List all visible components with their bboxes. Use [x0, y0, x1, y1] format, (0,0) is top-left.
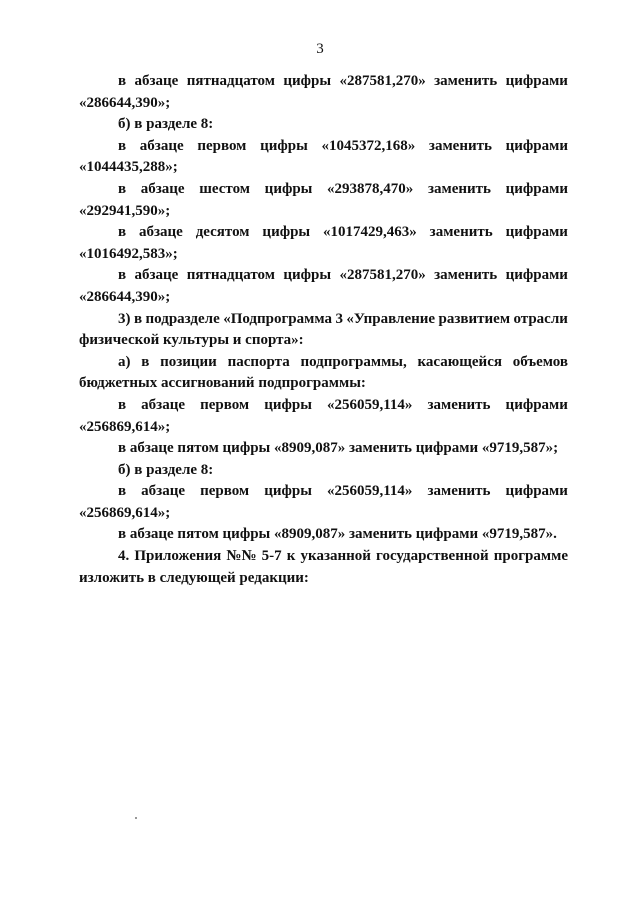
word: абзаце	[134, 73, 179, 89]
text-line	[79, 481, 568, 503]
word: абзаце	[139, 137, 184, 154]
word: «1045372,168»	[321, 137, 416, 154]
word: 3)	[118, 310, 131, 327]
word: абзаце	[141, 483, 185, 500]
word: «287581,270»	[339, 267, 426, 284]
word: абзаце	[134, 267, 179, 284]
text-line	[79, 71, 568, 93]
word: отрасли	[513, 310, 568, 327]
text-line: б) в разделе 8:	[118, 461, 214, 478]
word: к	[286, 548, 296, 565]
word: 5-7	[261, 548, 282, 565]
word: в	[118, 267, 127, 284]
word: цифры	[264, 180, 313, 197]
word: программе	[493, 548, 568, 565]
word: цифрами	[505, 483, 568, 500]
word: заменить	[427, 396, 491, 413]
text-line: «1044435,288»;	[79, 159, 178, 176]
text-line: «286644,390»;	[79, 288, 171, 305]
word: «1017429,463»	[323, 224, 417, 241]
text-line	[79, 309, 568, 331]
word: цифрами	[505, 180, 568, 197]
word: паспорта	[227, 353, 290, 370]
word: в	[141, 353, 150, 370]
text-line: «292941,590»;	[79, 202, 171, 219]
word: «256059,114»	[326, 483, 413, 500]
word: «287581,270»	[339, 73, 426, 89]
word: абзаце	[141, 396, 185, 413]
word: пятнадцатом	[186, 73, 275, 89]
text-line: «286644,390»;	[79, 94, 171, 111]
word: касающейся	[417, 353, 502, 370]
word: заменить	[427, 483, 491, 500]
word: 3	[335, 310, 343, 327]
text-line	[79, 265, 568, 287]
word: цифры	[264, 396, 312, 413]
word: указанной	[300, 548, 371, 565]
word: в	[118, 137, 127, 154]
word: цифры	[283, 267, 332, 284]
text-line: б) в разделе 8:	[118, 116, 214, 133]
word: цифрами	[505, 137, 568, 154]
word: в	[118, 73, 127, 89]
word: заменить	[429, 224, 493, 241]
word: «256059,114»	[326, 396, 413, 413]
word: «293878,470»	[327, 180, 414, 197]
text-line	[79, 352, 568, 374]
word: развитием	[438, 310, 511, 327]
text-line: «1016492,583»;	[79, 245, 178, 262]
word: заменить	[427, 180, 491, 197]
word: в	[133, 310, 143, 327]
word: государственной	[376, 548, 489, 565]
word: подпрограммы,	[300, 353, 407, 370]
word: «Управление	[346, 310, 436, 327]
text-line: в абзаце пятом цифры «8909,087» заменить цифрами «9719,587».	[118, 526, 557, 543]
word: в	[118, 483, 127, 500]
word: цифрами	[505, 73, 568, 89]
text-line	[79, 136, 568, 158]
word: абзаце	[139, 224, 183, 241]
word: первом	[197, 137, 247, 154]
text-line: «256869,614»;	[79, 504, 171, 521]
word: цифры	[283, 73, 332, 89]
text-line	[79, 546, 568, 568]
text-line	[79, 179, 568, 201]
word: в	[118, 396, 127, 413]
word: подразделе	[145, 310, 220, 327]
word: «Подпрограмма	[223, 310, 332, 327]
text-line: физической культуры и спорта»:	[79, 332, 304, 349]
word: цифрами	[505, 396, 568, 413]
text-line: бюджетных ассигнований подпрограммы:	[79, 375, 366, 392]
word: цифрами	[505, 267, 568, 284]
word: пятнадцатом	[186, 267, 275, 284]
text-line: «256869,614»;	[79, 418, 171, 435]
word: абзаце	[140, 180, 185, 197]
text-line	[79, 222, 568, 244]
word: позиции	[160, 353, 217, 370]
word: цифры	[260, 137, 308, 154]
word: цифрами	[505, 224, 568, 241]
word: цифры	[264, 483, 312, 500]
word: объемов	[512, 353, 568, 370]
word: заменить	[428, 137, 492, 154]
word: цифры	[262, 224, 311, 241]
scan-speck	[135, 817, 137, 819]
word: первом	[200, 396, 250, 413]
word: в	[118, 180, 127, 197]
word: в	[118, 224, 127, 241]
word: заменить	[434, 73, 498, 89]
word: первом	[200, 483, 250, 500]
word: десятом	[195, 224, 250, 241]
document-body	[79, 71, 568, 589]
text-line: в абзаце пятом цифры «8909,087» заменить цифрами «9719,587»;	[118, 440, 559, 457]
text-line: изложить в следующей редакции:	[79, 569, 309, 586]
text-line	[79, 395, 568, 417]
word: 4.	[118, 548, 130, 565]
page-number: 3	[316, 41, 324, 57]
word: шестом	[199, 180, 251, 197]
word: Приложения	[134, 548, 222, 565]
word: №№	[226, 548, 257, 565]
word: а)	[118, 353, 131, 370]
word: заменить	[434, 267, 498, 284]
